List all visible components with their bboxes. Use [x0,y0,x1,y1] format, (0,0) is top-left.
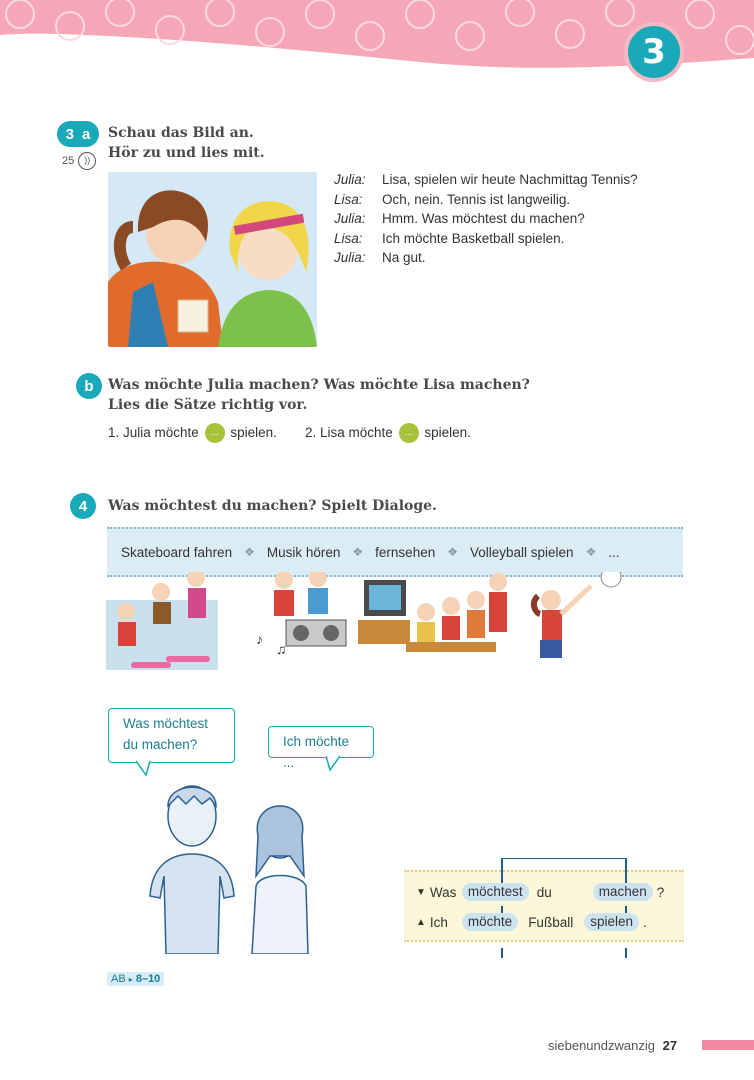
audio-icon[interactable]: )) [78,152,96,170]
triangle-down-icon: ▼ [416,886,426,898]
sentence-1 [108,422,277,444]
dialog-utterance: Na gut. [382,250,426,265]
exercise-4-marker: 4 [70,493,96,519]
workbook-prefix: AB [111,973,126,985]
instruction-line-1: Was möchte Julia machen? Was möchte Lisa machen? [108,377,530,393]
activity-item: fernsehen [375,544,436,560]
instruction-line-2: Lies die Sätze richtig vor. [108,397,308,413]
audio-track-number: 25 [62,155,75,167]
activity-item: Volleyball spielen [469,544,574,560]
grammar-verb-tag: möchtest [462,883,529,901]
exercise-4-instruction: Was möchtest du machen? Spielt Dialoge. [108,498,437,514]
grammar-verb-tag: möchte [462,913,518,931]
paw-separator-icon: ❖ [244,545,255,559]
grammar-row-question [416,883,664,901]
exercise-number: 3 [65,125,74,143]
exercise-letter: a [82,125,91,143]
speech-bubble-question [108,708,235,763]
unit-number-badge: 3 [624,22,684,82]
sentence-2 [305,422,471,444]
exercise-3a-marker [57,121,99,147]
grammar-verb-tag: spielen [584,913,639,931]
blank-placeholder: ... [205,423,225,443]
exercise-3b-marker: b [76,373,102,399]
dialog-line [334,248,638,268]
grammar-word: Ich [429,914,448,930]
dialog-utterance: Hmm. Was möchtest du machen? [382,211,585,226]
dialog-speaker: Lisa: [334,230,363,246]
speech-bubble-answer: Ich möchte ... [268,726,374,758]
activity-item: Skateboard fahren [121,544,233,560]
activity-word-bar [107,527,683,577]
volleyball-scene [534,572,621,658]
dialog-line [334,190,638,210]
sentence-2-start: 2. Lisa möchte [305,425,393,440]
bubble-tail [136,761,156,777]
dialog-utterance: Ich möchte Basketball spielen. [382,230,565,246]
dialog-line [334,170,638,190]
triangle-up-icon: ▲ [416,916,426,928]
svg-text:♪: ♪ [256,631,263,647]
exercise-3b-instruction [108,375,530,415]
dialog-text [334,170,638,268]
girls-drawing [108,172,317,347]
sentence-1-end: spielen. [230,425,277,440]
girls-illustration [108,172,317,347]
bubble-line-2: du machen? [123,737,198,752]
instruction-line-1: Schau das Bild an. [108,125,254,141]
grammar-box [404,870,684,942]
paw-separator-icon: ❖ [585,545,597,559]
dialog-line [334,229,638,249]
exercise-3a-instruction [108,123,265,163]
boy-girl-illustration [140,776,320,954]
grammar-word: du [536,884,552,900]
page-number: 27 [662,1038,678,1053]
blank-placeholder: ... [399,423,419,443]
svg-text:♫: ♫ [276,641,287,657]
sentence-1-start: 1. Julia möchte [108,425,199,440]
dialog-utterance: Och, nein. Tennis ist langweilig. [382,191,571,207]
grammar-punctuation: ? [656,884,665,900]
footer-accent-bar [702,1040,754,1050]
sentence-2-end: spielen. [424,425,471,440]
activity-item: ... [608,544,620,560]
grammar-bracket-lines [404,858,684,958]
workbook-reference[interactable] [107,972,164,986]
dialog-line [334,209,638,229]
grammar-word: Was [429,884,457,900]
bubble-line-1: Was möchtest [123,716,209,731]
paw-separator-icon: ❖ [352,545,364,559]
music-scene [256,572,346,657]
audio-track[interactable] [62,152,96,170]
grammar-punctuation: . [642,914,647,930]
activity-illustrations [106,572,686,682]
dialog-utterance: Lisa, spielen wir heute Nachmittag Tennis? [382,172,638,187]
dialog-speaker: Julia: [334,172,366,187]
dialog-speaker: Lisa: [334,191,363,207]
tv-scene [358,573,507,652]
arrow-right-icon: ▸ [128,975,133,984]
dialog-speaker: Julia: [334,211,366,226]
page-footer [548,1038,677,1053]
dialog-speaker: Julia: [334,250,366,265]
page-number-word: siebenundzwanzig [548,1038,655,1053]
skateboard-scene [106,572,218,670]
grammar-word: Fußball [528,914,574,930]
instruction-line-2: Hör zu und lies mit. [108,145,265,161]
workbook-pages: 8–10 [135,973,161,985]
grammar-row-answer [416,913,647,931]
grammar-verb-tag: machen [593,883,653,901]
activity-item: Musik hören [266,544,341,560]
paw-separator-icon: ❖ [447,545,458,559]
bubble-tail [326,756,346,772]
